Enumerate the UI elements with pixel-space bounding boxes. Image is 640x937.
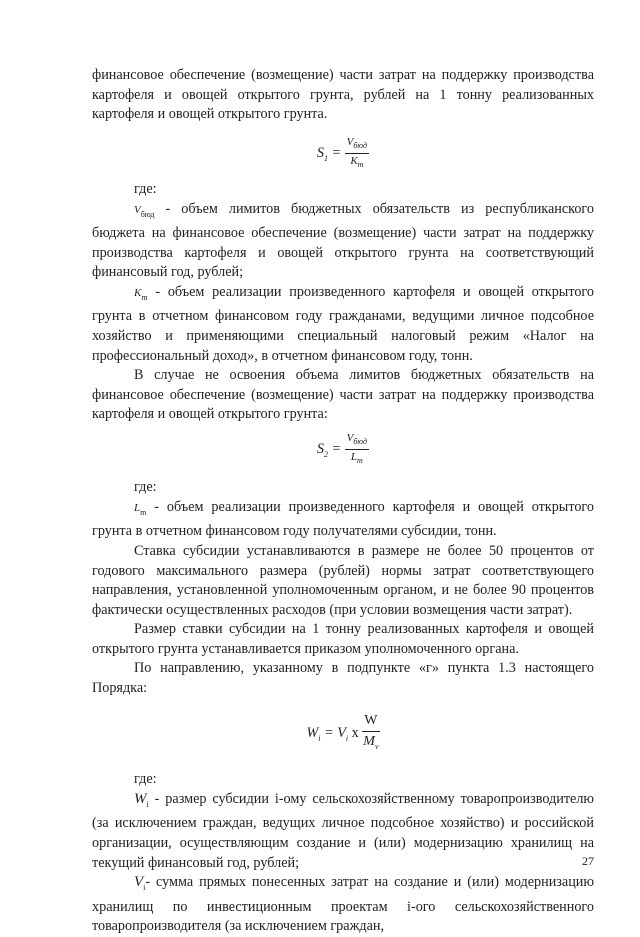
formula-s1-numerator-sub: бюд	[353, 140, 368, 150]
paragraph-rate-size: Размер ставки субсидии на 1 тонну реализованных картофеля и овощей открытого грунта устанавливается приказом уполномоченного органа.	[92, 621, 594, 657]
formula-s2-denominator: L	[350, 451, 358, 464]
symbol-k: K	[134, 286, 142, 299]
formula-s2-numerator: V	[346, 431, 354, 444]
document-page	[92, 66, 594, 937]
symbol-w: W	[134, 791, 147, 808]
paragraph-direction: По направлению, указанному в подпункте «г» пункта 1.3 настоящего Порядка:	[92, 660, 594, 697]
definition-k	[92, 283, 594, 366]
symbol-v-sub: бюд	[140, 209, 155, 219]
paragraph-intro: финансовое обеспечение (возмещение) части затрат на поддержку производства картофеля и овощей открытого грунта, рублей на 1 тонну реализованных картофеля и овощей открытого грунта.	[92, 67, 594, 123]
symbol-l: L	[134, 501, 141, 514]
formula-w-numerator: W	[362, 711, 379, 732]
formula-s2-numerator-sub: бюд	[353, 437, 368, 447]
paragraph-non-use: В случае не освоения объема лимитов бюджетных обязательств на финансовое обеспечение (возмещение) части затрат на поддержку производства картофеля и овощей открытого грунта:	[92, 367, 594, 423]
definition-w-text: - размер субсидии i-ому сельскохозяйственному товаропроизводителю (за исключением граждан, ведущих личное подсобное хозяйство) и российской организации, осуществляющим создание и (или) модернизацию хранилищ на текущий финансовый год, рублей;	[92, 791, 594, 871]
formula-s2-lhs: S	[316, 440, 324, 457]
definition-vi-text: - сумма прямых понесенных затрат на создание и (или) модернизацию хранилищ по инвестиционным проектам i-ого сельскохозяйственного товаропроизводителя (за исключением граждан,	[92, 874, 594, 935]
symbol-l-sub: m	[140, 507, 147, 517]
formula-s2: $S_2$ = $\frac{V_{бюд}}{L_m}$	[92, 431, 594, 468]
where-label-2: где:	[134, 479, 157, 496]
formula-w-lhs: W	[306, 724, 319, 741]
formula-w-denominator: M	[363, 733, 375, 749]
formula-s1: $S_1$ = $\frac{V_{бюд}}{K_m}$	[92, 135, 594, 172]
formula-w-v-sub: i	[345, 733, 349, 743]
formula-w-denominator-sub: v	[374, 741, 379, 751]
formula-s2-lhs-sub: 2	[323, 449, 328, 459]
definition-l-text: - объем реализации произведенного картофеля и овощей открытого грунта в отчетном финансовом году получателями субсидии, тонн.	[92, 498, 594, 540]
definition-w	[92, 790, 594, 873]
definition-v-budget	[92, 200, 594, 283]
formula-s1-denominator: K	[350, 154, 358, 167]
formula-s1-lhs-sub: 1	[323, 153, 328, 163]
formula-w	[92, 711, 594, 757]
definition-l	[92, 498, 594, 542]
where-label-1: где:	[134, 181, 157, 198]
where-label-3: где:	[134, 771, 157, 788]
symbol-vi: V	[134, 874, 144, 891]
symbol-vi-sub: i	[143, 883, 146, 893]
formula-w-equals: =	[324, 724, 334, 741]
definition-vi	[92, 873, 594, 937]
formula-s1-lhs: S	[316, 144, 324, 161]
formula-s1-fraction	[345, 135, 369, 172]
definition-v-text: - объем лимитов бюджетных обязательств из республиканского бюджета на финансовое обеспечение (возмещение) части затрат на поддержку производства картофеля и овощей открытого грунта на соответствующий финансовый год, рублей;	[92, 200, 594, 281]
symbol-w-sub: i	[146, 799, 149, 809]
formula-w-multiply: x	[351, 724, 359, 741]
definition-k-text: - объем реализации произведенного картофеля и овощей открытого грунта в отчетном финансовом году гражданами, ведущими личное подсобное хозяйство и применяющими специальный налоговый режим «Налог на профессиональный доход», в отчетном финансовом году, тонн.	[92, 283, 594, 364]
formula-s2-fraction	[345, 431, 369, 468]
paragraph-rate: Ставка субсидии устанавливаются в размере не более 50 процентов от годового максимального размера (рублей) нормы затрат соответствующего направления, установленной уполномоченным органом, и не более 90 процентов фактически осуществленных расходов (при условии возмещения части затрат).	[92, 542, 594, 618]
symbol-k-sub: m	[141, 292, 148, 302]
formula-s2-denominator-sub: m	[357, 456, 363, 466]
symbol-v: V	[134, 203, 141, 216]
page-number: 27	[582, 854, 594, 868]
formula-w-lhs-sub: i	[318, 733, 321, 743]
formula-s1-denominator-sub: m	[357, 160, 364, 170]
formula-w-v: V	[337, 724, 346, 741]
formula-s1-numerator: V	[346, 135, 354, 148]
formula-w-fraction	[362, 711, 379, 757]
